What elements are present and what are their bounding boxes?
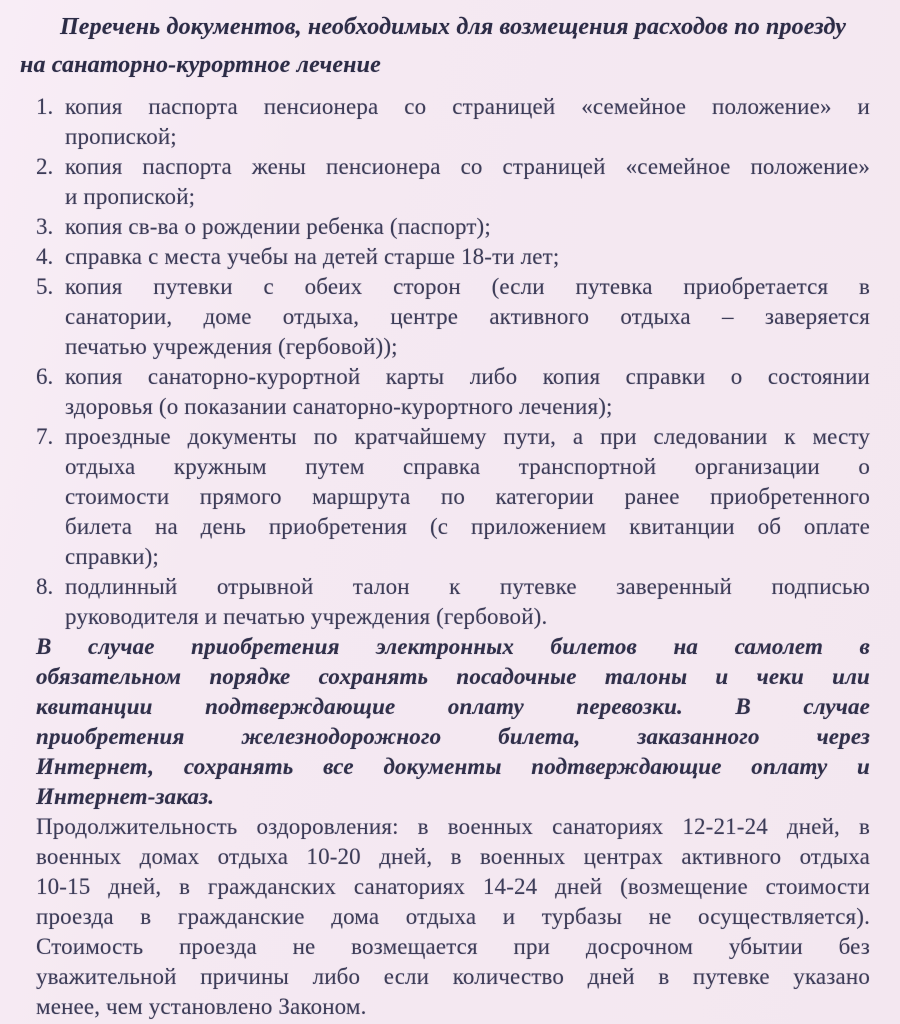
- list-item-3: [36, 212, 870, 242]
- item-number: 8.: [36, 574, 54, 599]
- item-text: подлинный отрывной талон к путевке заверенный подписью руководителя и печатью учреждения (гербовой).: [65, 574, 870, 629]
- item-text: справка с места учебы на детей старше 18-ти лет;: [65, 244, 560, 269]
- item-number: 6.: [36, 364, 54, 389]
- list-item-8: [36, 572, 870, 632]
- list-item-4: [36, 242, 870, 272]
- duration-note: Продолжительность оздоровления: в военных санаториях 12-21-24 дней, в военных домах отдыха 10-20 дней, в военных центрах активного отдыха 10-15 дней, в гражданских санаториях 14-24 дней (возмещение стоимости проезда в гражданские дома отдыха и турбазы не осуществляется). Стоимость проезда не возмещается при досрочном убытии без уважительной причины либо если количество дней в путевке указано менее, чем установлено Законом.: [36, 814, 870, 1019]
- list-item-5: [36, 272, 870, 362]
- item-number: 2.: [36, 154, 54, 179]
- list-item-6: [36, 362, 870, 422]
- e-ticket-note: В случае приобретения электронных билетов на самолет в обязательном порядке сохранять посадочные талоны и чеки или квитанции подтверждающие оплату перевозки. В случае приобретения железнодорожного билета, заказанного через Интернет, сохранять все документы подтверждающие оплату и Интернет-заказ.: [36, 634, 870, 809]
- document-list: [36, 92, 870, 632]
- item-text: копия паспорта жены пенсионера со страницей «семейное положение» и пропиской;: [65, 154, 870, 209]
- item-number: 5.: [36, 274, 54, 299]
- item-number: 1.: [36, 94, 54, 119]
- item-text: копия путевки с обеих сторон (если путевка приобретается в санатории, доме отдыха, центре активного отдыха – заверяется печатью учреждения (гербовой));: [65, 274, 870, 359]
- document-title: Перечень документов, необходимых для возмещения расходов по проезду на санаторно-курортное лечение: [20, 14, 847, 78]
- item-text: проездные документы по кратчайшему пути, а при следовании к месту отдыха кружным путем справка транспортной организации о стоимости прямого маршрута по категории ранее приобретенного билета на день приобретения (с приложением квитанции об оплате справки);: [65, 424, 870, 569]
- list-item-1: [36, 92, 870, 152]
- item-text: копия паспорта пенсионера со страницей «семейное положение» и пропиской;: [65, 94, 870, 149]
- list-item-2: [36, 152, 870, 212]
- item-number: 7.: [36, 424, 54, 449]
- item-text: копия св-ва о рождении ребенка (паспорт);: [65, 214, 491, 239]
- list-item-7: [36, 422, 870, 572]
- item-text: копия санаторно-курортной карты либо копия справки о состоянии здоровья (о показании санаторно-курортного лечения);: [65, 364, 870, 419]
- item-number: 4.: [36, 244, 54, 269]
- item-number: 3.: [36, 214, 54, 239]
